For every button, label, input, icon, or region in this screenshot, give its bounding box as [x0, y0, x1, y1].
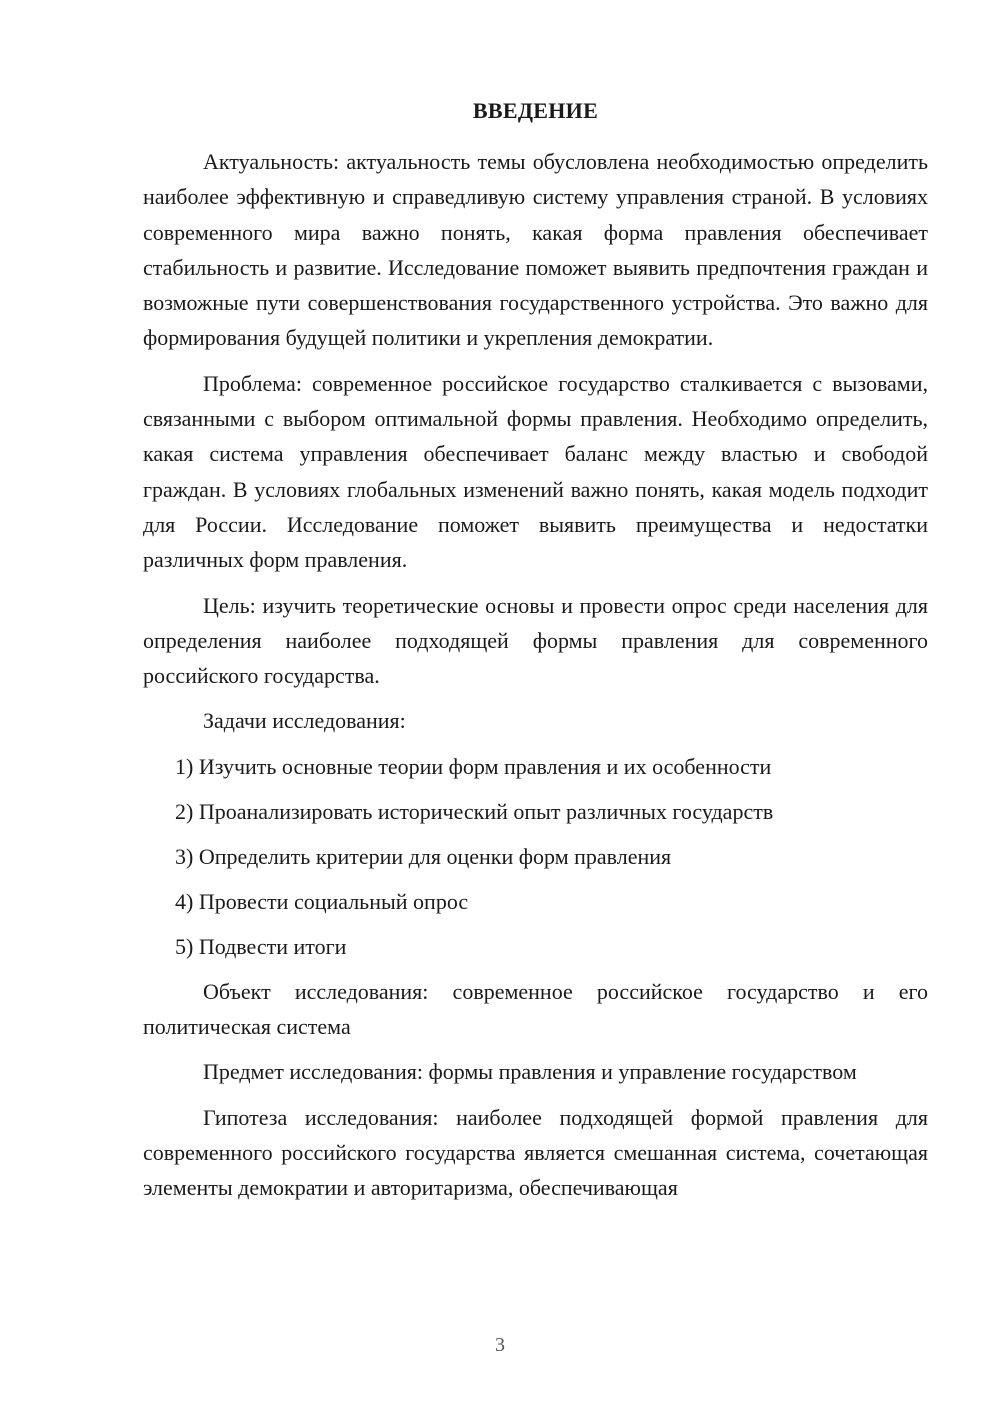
page-number: 3 [495, 1334, 505, 1356]
problem-paragraph: Проблема: современное российское государство сталкивается с вызовами, связанными с выбором оптимальной формы правления. Необходимо определить, какая система управления обеспечивает баланс между властью и свободой граждан. В условиях глобальных изменений важно понять, какая модель подходит для России. Исследование поможет выявить преимущества и недостатки различных форм правления. [143, 370, 928, 573]
goal-paragraph: Цель: изучить теоретические основы и провести опрос среди населения для определения наиболее подходящей формы правления для современного российского государства. [143, 592, 928, 689]
tasks-label: Задачи исследования: [203, 708, 406, 734]
object-paragraph: Объект исследования: современное российское государство и его политическая система [143, 978, 928, 1040]
document-page [143, 96, 928, 1216]
list-item: 1) Изучить основные теории форм правления и их особенности [175, 753, 772, 779]
relevance-paragraph: Актуальность: актуальность темы обусловлена необходимостью определить наиболее эффективную и справедливую систему управления страной. В условиях современного мира важно понять, какая форма правления обеспечивает стабильность и развитие. Исследование поможет выявить предпочтения граждан и возможные пути совершенствования государственного устройства. Это важно для формирования будущей политики и укрепления демократии. [143, 149, 928, 351]
hypothesis-paragraph: Гипотеза исследования: наиболее подходящей формой правления для современного российского государства является смешанная система, сочетающая элементы демократии и авторитаризма, обеспечивающая [143, 1104, 928, 1201]
list-item: 3) Определить критерии для оценки форм правления [175, 843, 672, 869]
list-item: 4) Провести социальный опрос [175, 888, 469, 914]
list-item: 5) Подвести итоги [175, 933, 347, 959]
section-heading: ВВЕДЕНИЕ [472, 98, 599, 123]
subject-paragraph: Предмет исследования: формы правления и управление государством [203, 1059, 857, 1085]
tasks-list [143, 749, 928, 964]
list-item: 2) Проанализировать исторический опыт различных государств [175, 798, 774, 824]
